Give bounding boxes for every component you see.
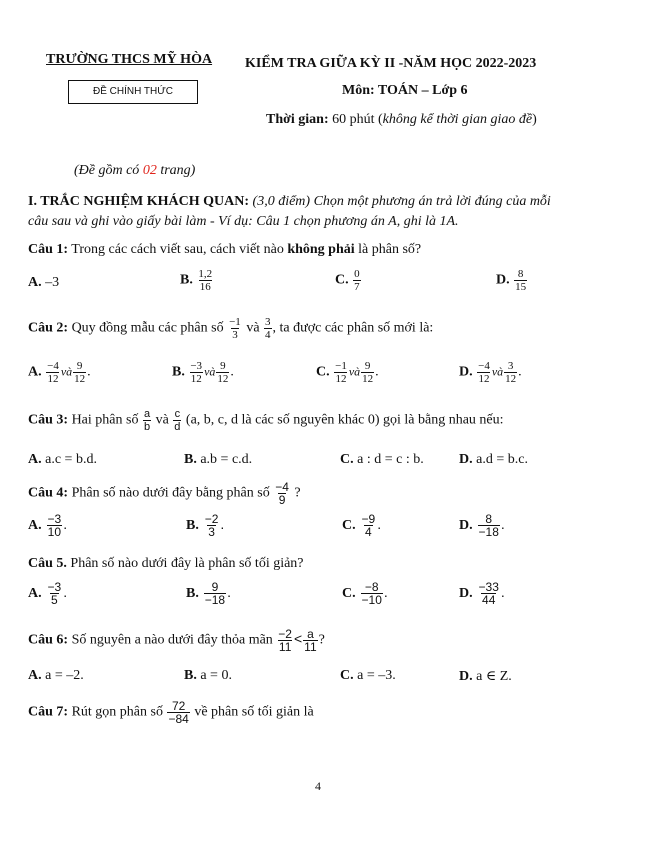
question-7: Câu 7: Rút gọn phân số $\frac{72}{-84}$ về phân số tối giản là [28, 699, 314, 726]
q2-option-a[interactable]: A. $\frac{-4}{12}$ và $\frac{9}{12}$ . [28, 360, 91, 385]
q5-option-a[interactable]: A. $\frac{-3}{5}$ . [28, 580, 68, 607]
q1-option-c[interactable]: C. $\frac{0}{7}$ [335, 268, 360, 293]
q1-option-b[interactable]: B. $\frac{1,2}{16}$ [180, 268, 213, 293]
official-badge: ĐỀ CHÍNH THỨC [68, 80, 198, 104]
q3-option-c[interactable]: C. a : d = c : b. [340, 452, 424, 467]
page-number: 4 [315, 779, 321, 793]
section-title: I. TRẮC NGHIỆM KHÁCH QUAN: (3,0 điểm) Chọn một phương án trả lời đúng của mỗi [28, 194, 551, 209]
question-3: Câu 3: Hai phân số $\frac{a}{b}$ và $\frac{c}{d}$ (a, b, c, d là các số nguyên khác 0) gọi là bằng nhau nếu: [28, 408, 504, 433]
q5-option-d[interactable]: D. $\frac{-33}{44}$ . [459, 580, 505, 607]
q6-option-b[interactable]: B. a = 0. [184, 668, 232, 683]
q4-option-a[interactable]: A. $\frac{-3}{10}$ . [28, 512, 68, 539]
q6-option-c[interactable]: C. a = –3. [340, 668, 396, 683]
q3-option-d[interactable]: D. a.d = b.c. [459, 452, 528, 467]
time-line: Thời gian: 60 phút (không kể thời gian giao đề) [266, 112, 537, 127]
question-5: Câu 5. Phân số nào dưới đây là phân số tối giản? [28, 556, 304, 571]
q6-option-d[interactable]: D. a ∈ Z. [459, 669, 512, 684]
q6-option-a[interactable]: A. a = –2. [28, 668, 84, 683]
q5-option-b[interactable]: B. $\frac{9}{-18}$ . [186, 580, 231, 607]
q3-option-a[interactable]: A. a.c = b.d. [28, 452, 97, 467]
subject-label: Môn: TOÁN – Lớp 6 [342, 83, 468, 98]
question-6: Câu 6: Số nguyên a nào dưới đây thỏa mãn $\frac{-2}{11}$ < $\frac{a}{11}$ ? [28, 627, 325, 654]
question-2: Câu 2: Quy đồng mẫu các phân số $\frac{-1}{3}$ và $\frac{3}{4}$ , ta được các phân số mới là: [28, 316, 434, 341]
q4-option-b[interactable]: B. $\frac{-2}{3}$ . [186, 512, 225, 539]
q4-option-d[interactable]: D. $\frac{8}{-18}$ . [459, 512, 505, 539]
school-name: TRƯỜNG THCS MỸ HÒA [46, 52, 213, 67]
exam-title: KIỂM TRA GIỮA KỲ II -NĂM HỌC 2022-2023 [245, 56, 537, 71]
question-1: Câu 1: Trong các cách viết sau, cách viết nào không phải là phân số? [28, 242, 422, 257]
q2-option-b[interactable]: B. $\frac{-3}{12}$ và $\frac{9}{12}$ . [172, 360, 234, 385]
q2-option-c[interactable]: C. $\frac{-1}{12}$ và $\frac{9}{12}$ . [316, 360, 379, 385]
q1-option-a[interactable]: A. –3 [28, 275, 60, 290]
q4-option-c[interactable]: C. $\frac{-9}{4}$ . [342, 512, 382, 539]
q3-option-b[interactable]: B. a.b = c.d. [184, 452, 253, 467]
question-4: Câu 4: Phân số nào dưới đây bằng phân số $\frac{-4}{9}$ ? [28, 480, 301, 507]
q2-option-d[interactable]: D. $\frac{-4}{12}$ và $\frac{3}{12}$ . [459, 360, 522, 385]
pages-note: (Đề gồm có 02 trang) [74, 163, 196, 178]
section-instruction: câu sau và ghi vào giấy bài làm - Ví dụ: Câu 1 chọn phương án A, ghi là 1A. [28, 214, 459, 229]
q5-option-c[interactable]: C. $\frac{-8}{-10}$ . [342, 580, 388, 607]
q1-option-d[interactable]: D. $\frac{8}{15}$ [496, 268, 527, 293]
